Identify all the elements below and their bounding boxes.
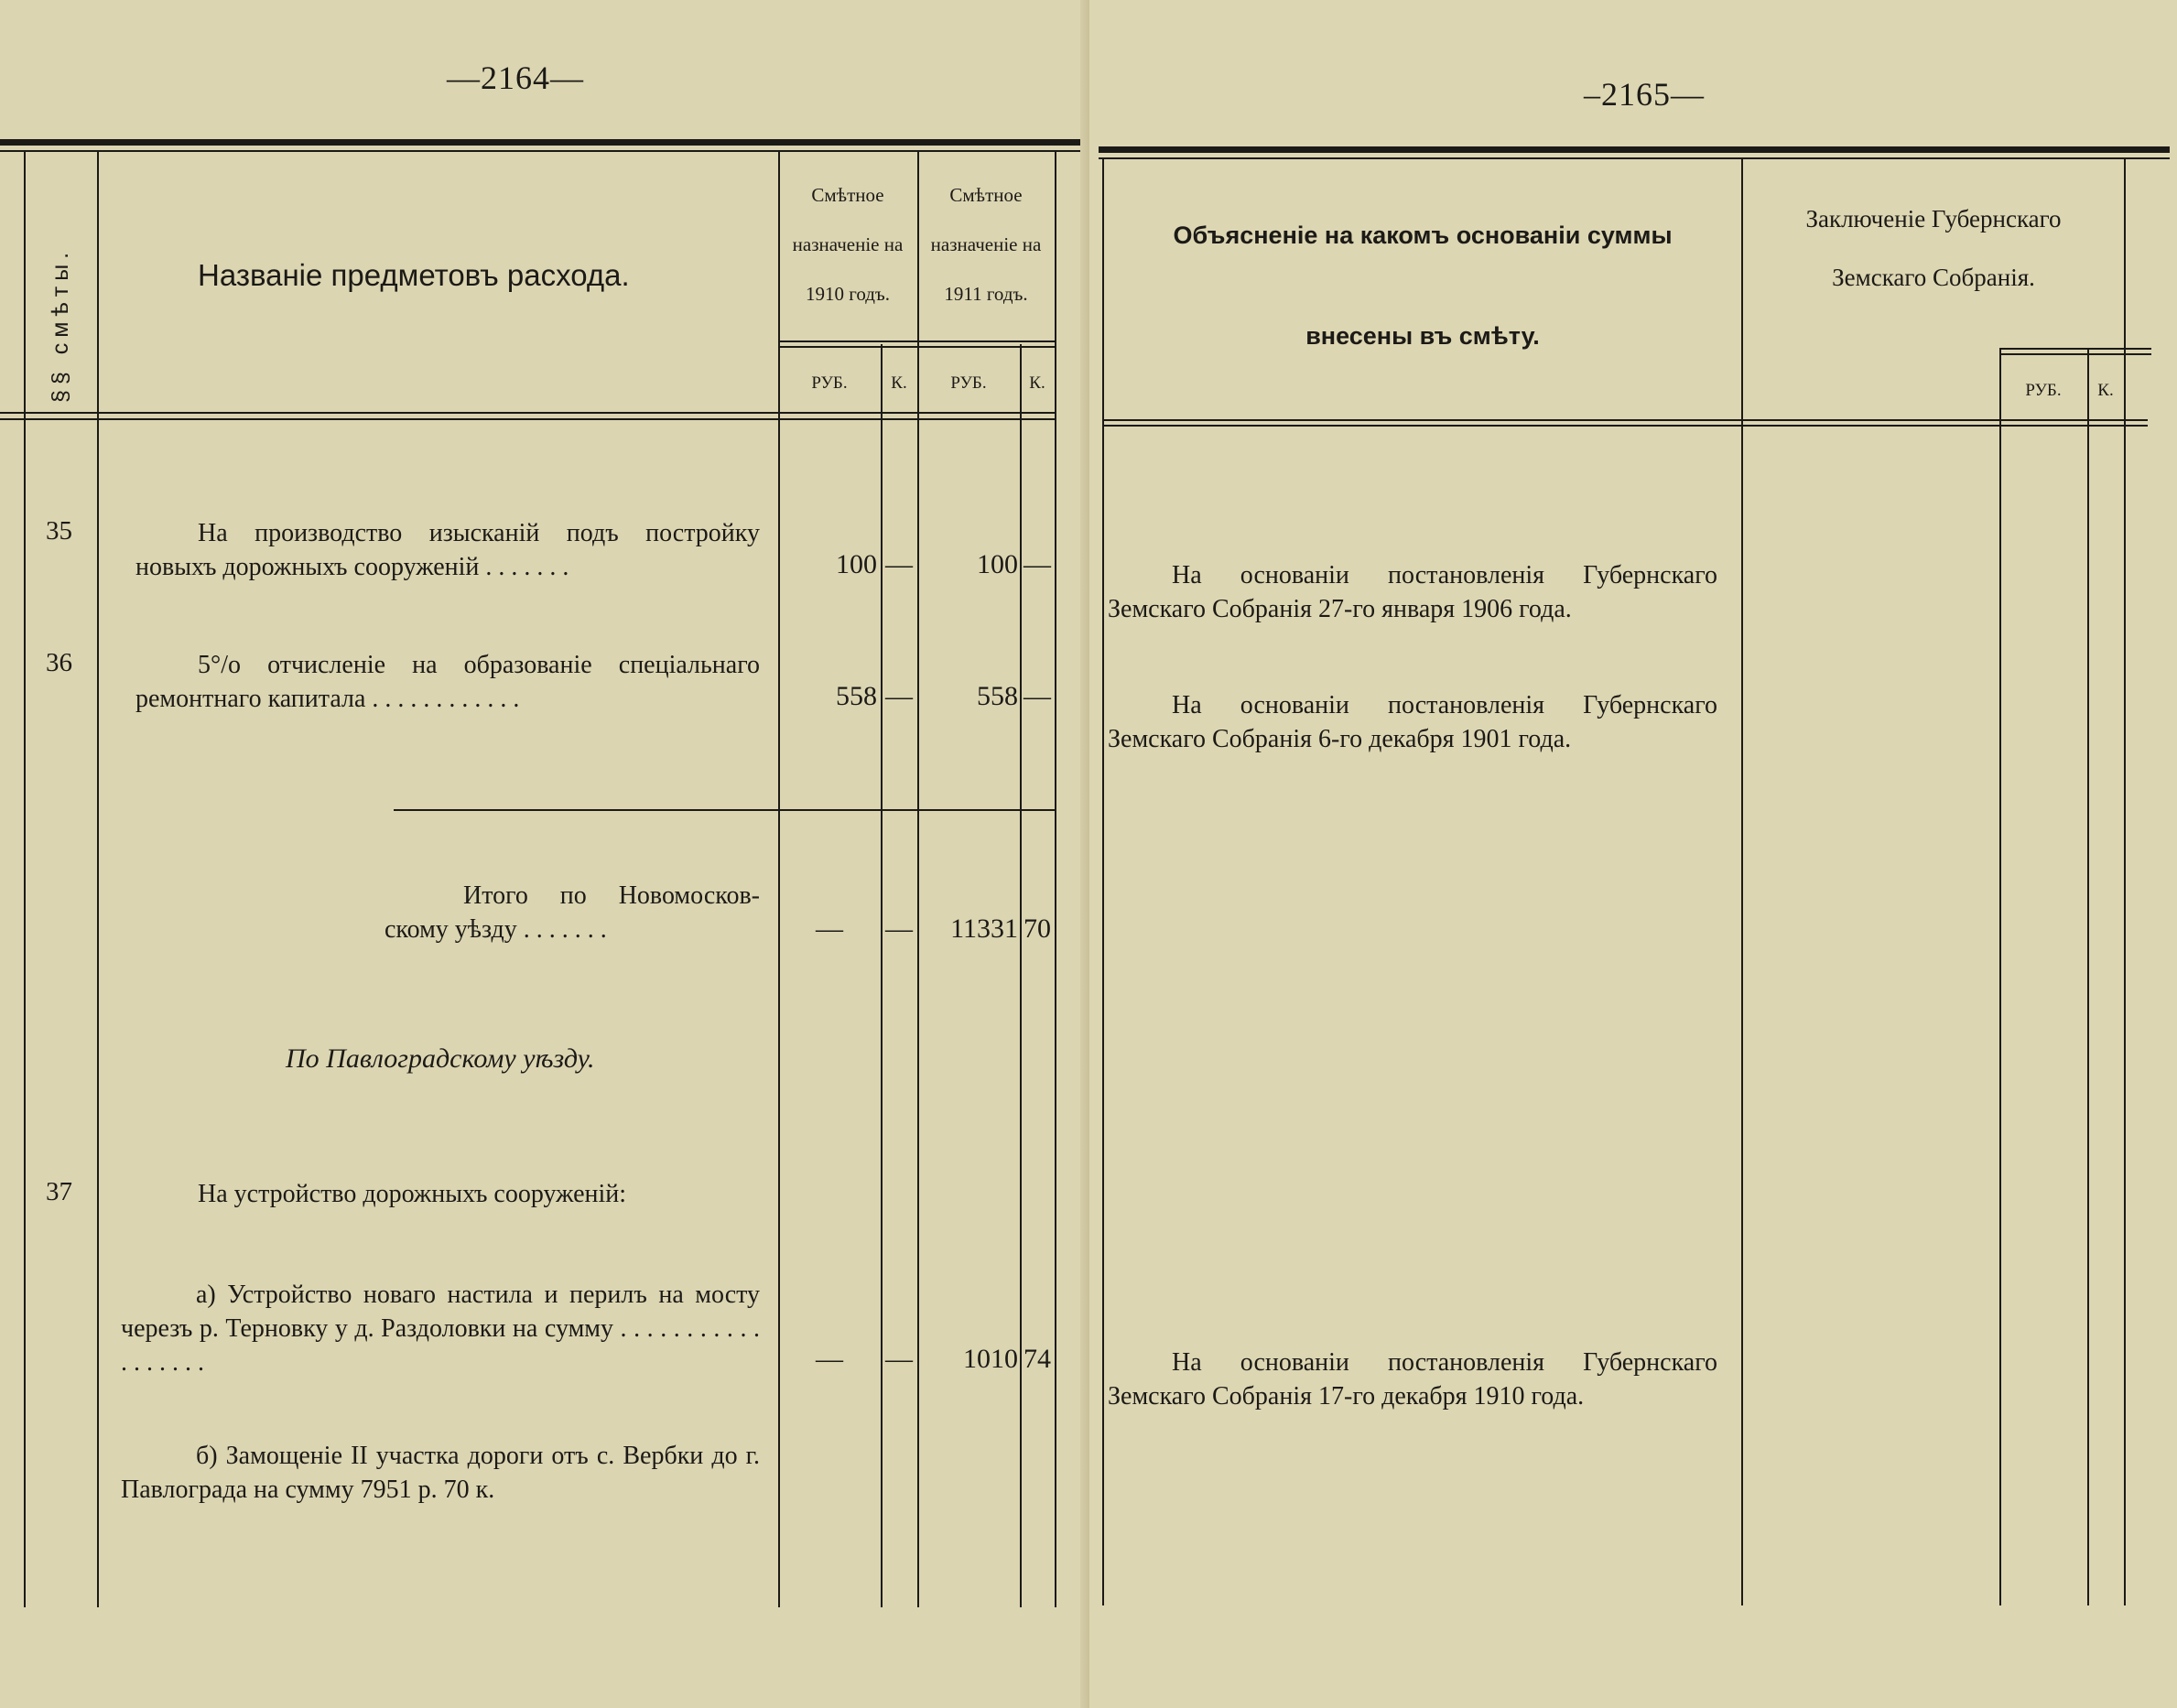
total-rule — [394, 809, 1055, 811]
district-subheading: По Павлоградскому уѣзду. — [286, 1043, 595, 1074]
top-rule — [1099, 146, 2170, 153]
col-divider — [881, 344, 883, 1607]
section-number: 36 — [46, 648, 72, 677]
col-divider — [1741, 159, 1743, 1605]
basis-column-header-line1: Объясненіе на какомъ основаніи суммы — [1173, 222, 1673, 249]
basis-column-header-line2: внесены въ смѣту. — [1305, 322, 1540, 350]
total-rub-1910: — — [816, 913, 843, 944]
rub-1910-header: РУБ. — [811, 373, 848, 393]
name-column-header: Названіе предметовъ расхода. — [198, 258, 630, 292]
total-text: Итого по Новомосков-скому уѣзду . . . . . . . — [384, 881, 760, 944]
top-rule-thin — [0, 150, 1082, 152]
page-number-left: —2164— — [447, 59, 584, 96]
amount-rub-1911: 1010 — [963, 1344, 1018, 1374]
header-subrule — [917, 341, 1055, 342]
amount-kop-1911: — — [1024, 549, 1051, 579]
rub-header: РУБ. — [2025, 381, 2062, 400]
amount-rub-1910: 558 — [836, 681, 877, 711]
amount-rub-1911: 558 — [977, 681, 1018, 711]
col-divider — [778, 152, 780, 1607]
basis-note: На основаніи постановленія Губернскаго Земскаго Собранія 6-го декабря 1901 года. — [1108, 691, 1717, 753]
kop-header: К. — [2097, 381, 2114, 400]
col-divider — [1102, 159, 1104, 1605]
section-number: 37 — [46, 1177, 72, 1206]
total-kop-1910: — — [885, 913, 913, 944]
conclusion-column-header-line2: Земскаго Собранія. — [1832, 264, 2035, 291]
row-text: а) Устройство новаго настила и перилъ на мосту черезъ р. Терновку у д. Раздоловки на сумму . . . . . . . . . . . . . . . . . . — [121, 1281, 760, 1377]
header-subrule — [778, 341, 917, 342]
col-divider — [1020, 344, 1022, 1607]
amount-kop-1910: — — [885, 1344, 913, 1374]
amount-kop-1910: — — [885, 681, 913, 711]
rub-1911-header: РУБ. — [950, 373, 987, 393]
right-page — [1089, 0, 2177, 1708]
kop-1910-header: К. — [891, 373, 907, 393]
amount-rub-1911: 100 — [977, 549, 1018, 579]
col-divider — [1999, 350, 2001, 1605]
conclusion-column-header-line1: Заключеніе Губернскаго — [1805, 205, 2062, 232]
amount-rub-1910: — — [816, 1344, 843, 1374]
row-text: На устройство дорожныхъ сооруженій: — [198, 1180, 627, 1208]
section-column-header: §§ смѣты. — [48, 246, 73, 403]
header-subrule — [1999, 348, 2151, 350]
header-rule-2 — [1104, 425, 2148, 427]
col-divider — [97, 152, 99, 1607]
page-number-right: –2165— — [1584, 76, 1705, 113]
row-text: б) Замощеніе II участка дороги отъ с. Вербки до г. Павлограда на сумму 7951 р. 70 к. — [121, 1442, 760, 1504]
row-text: На производство изысканій подъ постройку новыхъ дорожныхъ сооруженій . . . . . . . — [135, 519, 760, 581]
section-number: 35 — [46, 516, 72, 546]
header-subrule — [917, 346, 1055, 348]
amount-rub-1910: 100 — [836, 549, 877, 579]
basis-note: На основаніи постановленія Губернскаго Земскаго Собранія 27-го января 1906 года. — [1108, 561, 1717, 623]
header-rule — [0, 412, 1055, 414]
col-1910-header: Смѣтное назначеніе на 1910 годъ. — [792, 184, 904, 305]
top-rule-thin — [1099, 157, 2170, 159]
basis-note: На основаніи постановленія Губернскаго Земскаго Собранія 17-го декабря 1910 года. — [1108, 1348, 1717, 1411]
header-subrule — [1999, 353, 2151, 355]
top-rule — [0, 139, 1082, 146]
col-divider — [1055, 152, 1056, 1607]
amount-kop-1910: — — [885, 549, 913, 579]
amount-kop-1911: 74 — [1024, 1344, 1051, 1374]
col-divider — [2087, 350, 2089, 1605]
col-divider — [2124, 159, 2126, 1605]
col-1911-header: Смѣтное назначеніе на 1911 годъ. — [930, 184, 1042, 305]
header-subrule — [778, 346, 917, 348]
col-divider — [917, 152, 919, 1607]
total-rub-1911: 11331 — [950, 913, 1018, 944]
kop-1911-header: К. — [1029, 373, 1045, 393]
header-rule-2 — [0, 418, 1055, 420]
col-divider — [24, 152, 26, 1607]
amount-kop-1911: — — [1024, 681, 1051, 711]
total-kop-1911: 70 — [1024, 913, 1051, 944]
row-text: 5°/о отчисленіе на образованіе спеціальнаго ремонтнаго капитала . . . . . . . . . . . . — [135, 651, 760, 713]
header-rule — [1104, 419, 2148, 421]
